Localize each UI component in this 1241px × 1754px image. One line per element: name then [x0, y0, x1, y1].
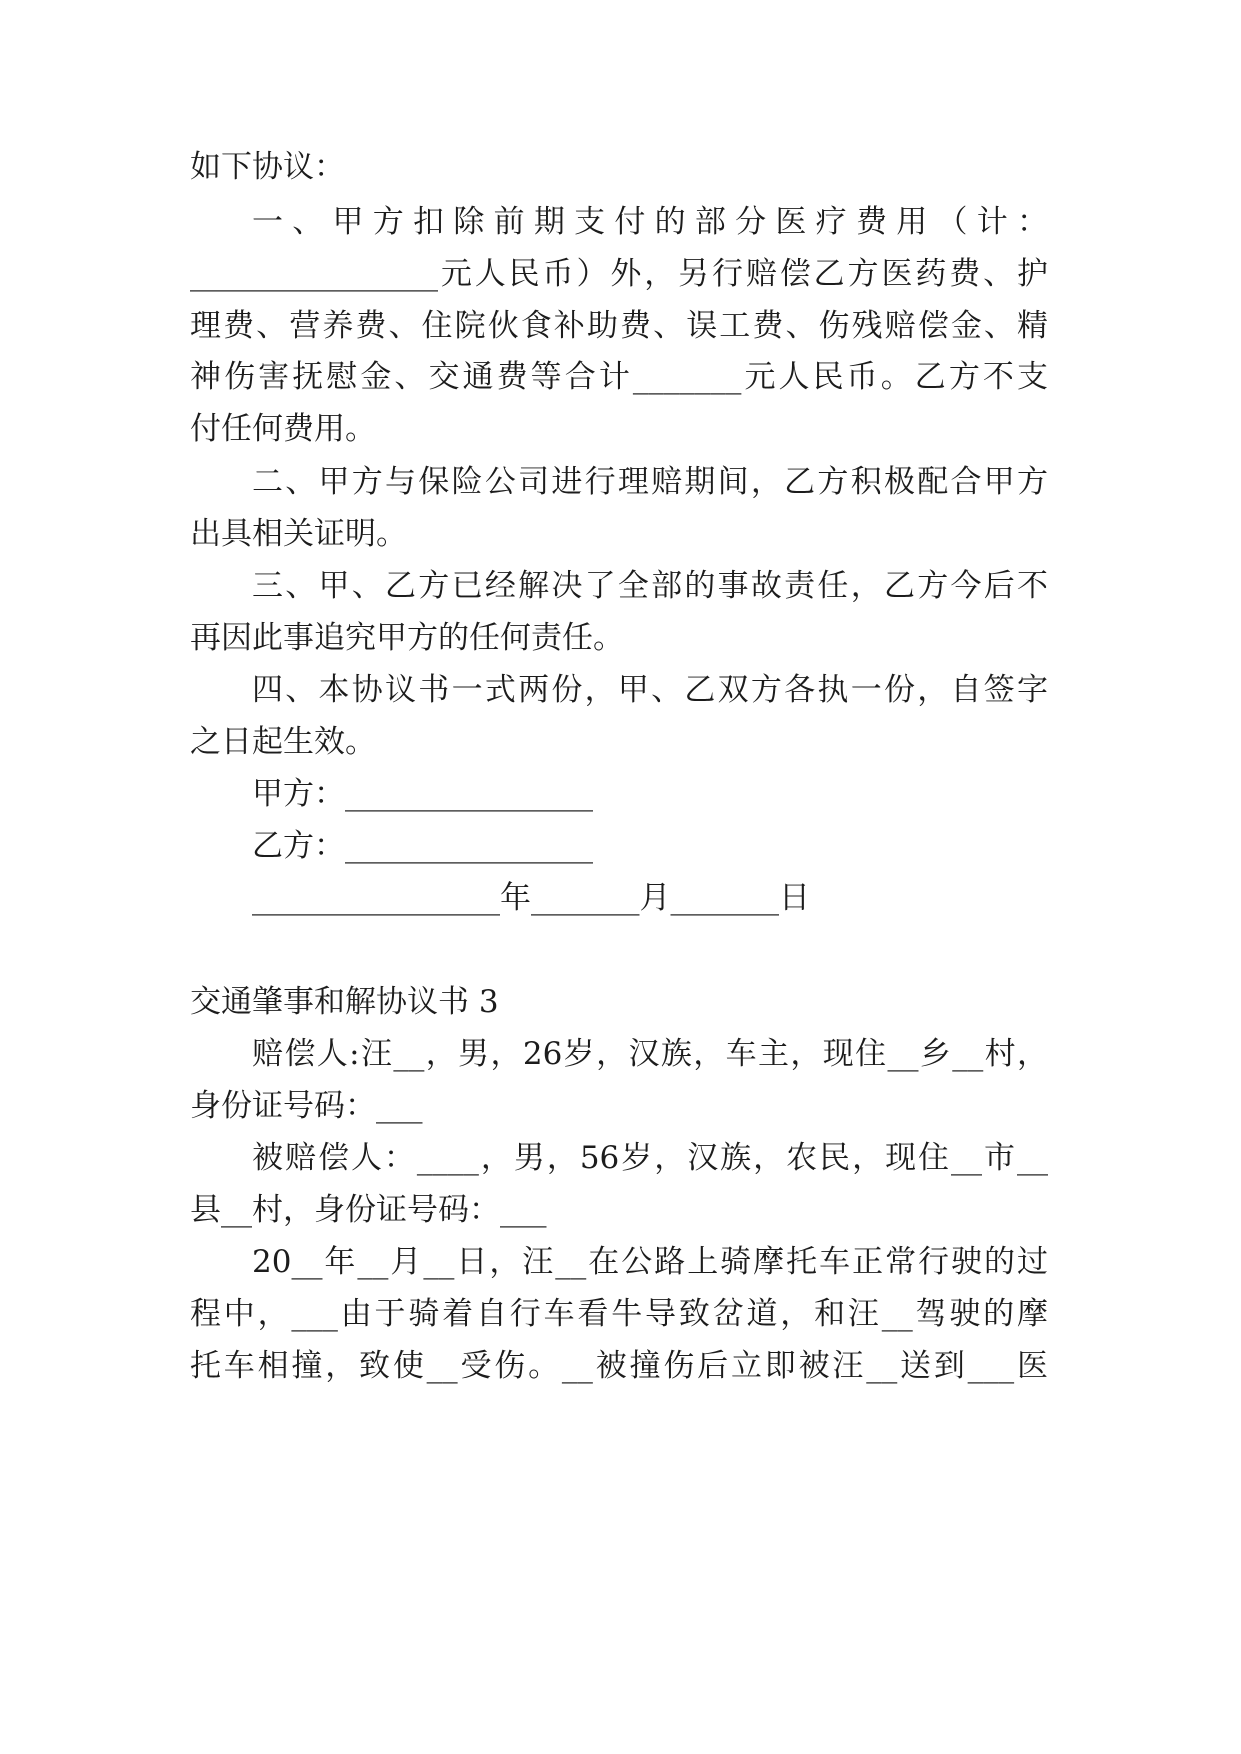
signing-date-line: ________________年_______月_______日 [252, 880, 810, 916]
incident-line-3: 托车相撞，致使__受伤。__被撞伤后立即被汪__送到___医 [190, 1348, 1048, 1384]
clause-2-line-2: 出具相关证明。 [190, 516, 407, 552]
clause-3-line-2: 再因此事追究甲方的任何责任。 [190, 620, 624, 656]
party-b-signature-line: 乙方：________________ [252, 828, 593, 864]
clause-4-line-2: 之日起生效。 [190, 724, 376, 760]
clause-3-line-1: 三、甲、乙方已经解决了全部的事故责任，乙方今后不 [252, 568, 1048, 604]
clause-4-line-1: 四、本协议书一式两份，甲、乙双方各执一份，自签字 [252, 672, 1048, 708]
compensated-line-1: 被赔偿人：____，男，56岁，汉族，农民，现住__市__ [252, 1140, 1048, 1176]
clause-1-line-1: 一、甲方扣除前期支付的部分医疗费用（计： [252, 204, 1048, 240]
agreement-intro-line: 如下协议： [190, 149, 345, 185]
compensated-line-2: 县__村，身份证号码：___ [190, 1192, 547, 1228]
clause-1-line-5: 付任何费用。 [190, 411, 376, 447]
section-title: 交通肇事和解协议书 3 [190, 984, 499, 1020]
compensator-line-2: 身份证号码：___ [190, 1088, 423, 1124]
party-a-signature-line: 甲方：________________ [252, 776, 593, 812]
clause-1-line-3: 理费、营养费、住院伙食补助费、误工费、伤残赔偿金、精 [190, 308, 1048, 344]
clause-1-line-4: 神伤害抚慰金、交通费等合计_______元人民币。乙方不支 [190, 359, 1048, 395]
compensator-line-1: 赔偿人:汪__，男，26岁，汉族，车主，现住__乡__村， [252, 1036, 1048, 1072]
clause-1-line-2: ________________元人民币）外，另行赔偿乙方医药费、护 [190, 256, 1048, 292]
incident-line-2: 程中，___由于骑着自行车看牛导致岔道，和汪__驾驶的摩 [190, 1296, 1048, 1332]
incident-line-1: 20__年__月__日，汪__在公路上骑摩托车正常行驶的过 [252, 1244, 1048, 1280]
clause-2-line-1: 二、甲方与保险公司进行理赔期间，乙方积极配合甲方 [252, 464, 1048, 500]
